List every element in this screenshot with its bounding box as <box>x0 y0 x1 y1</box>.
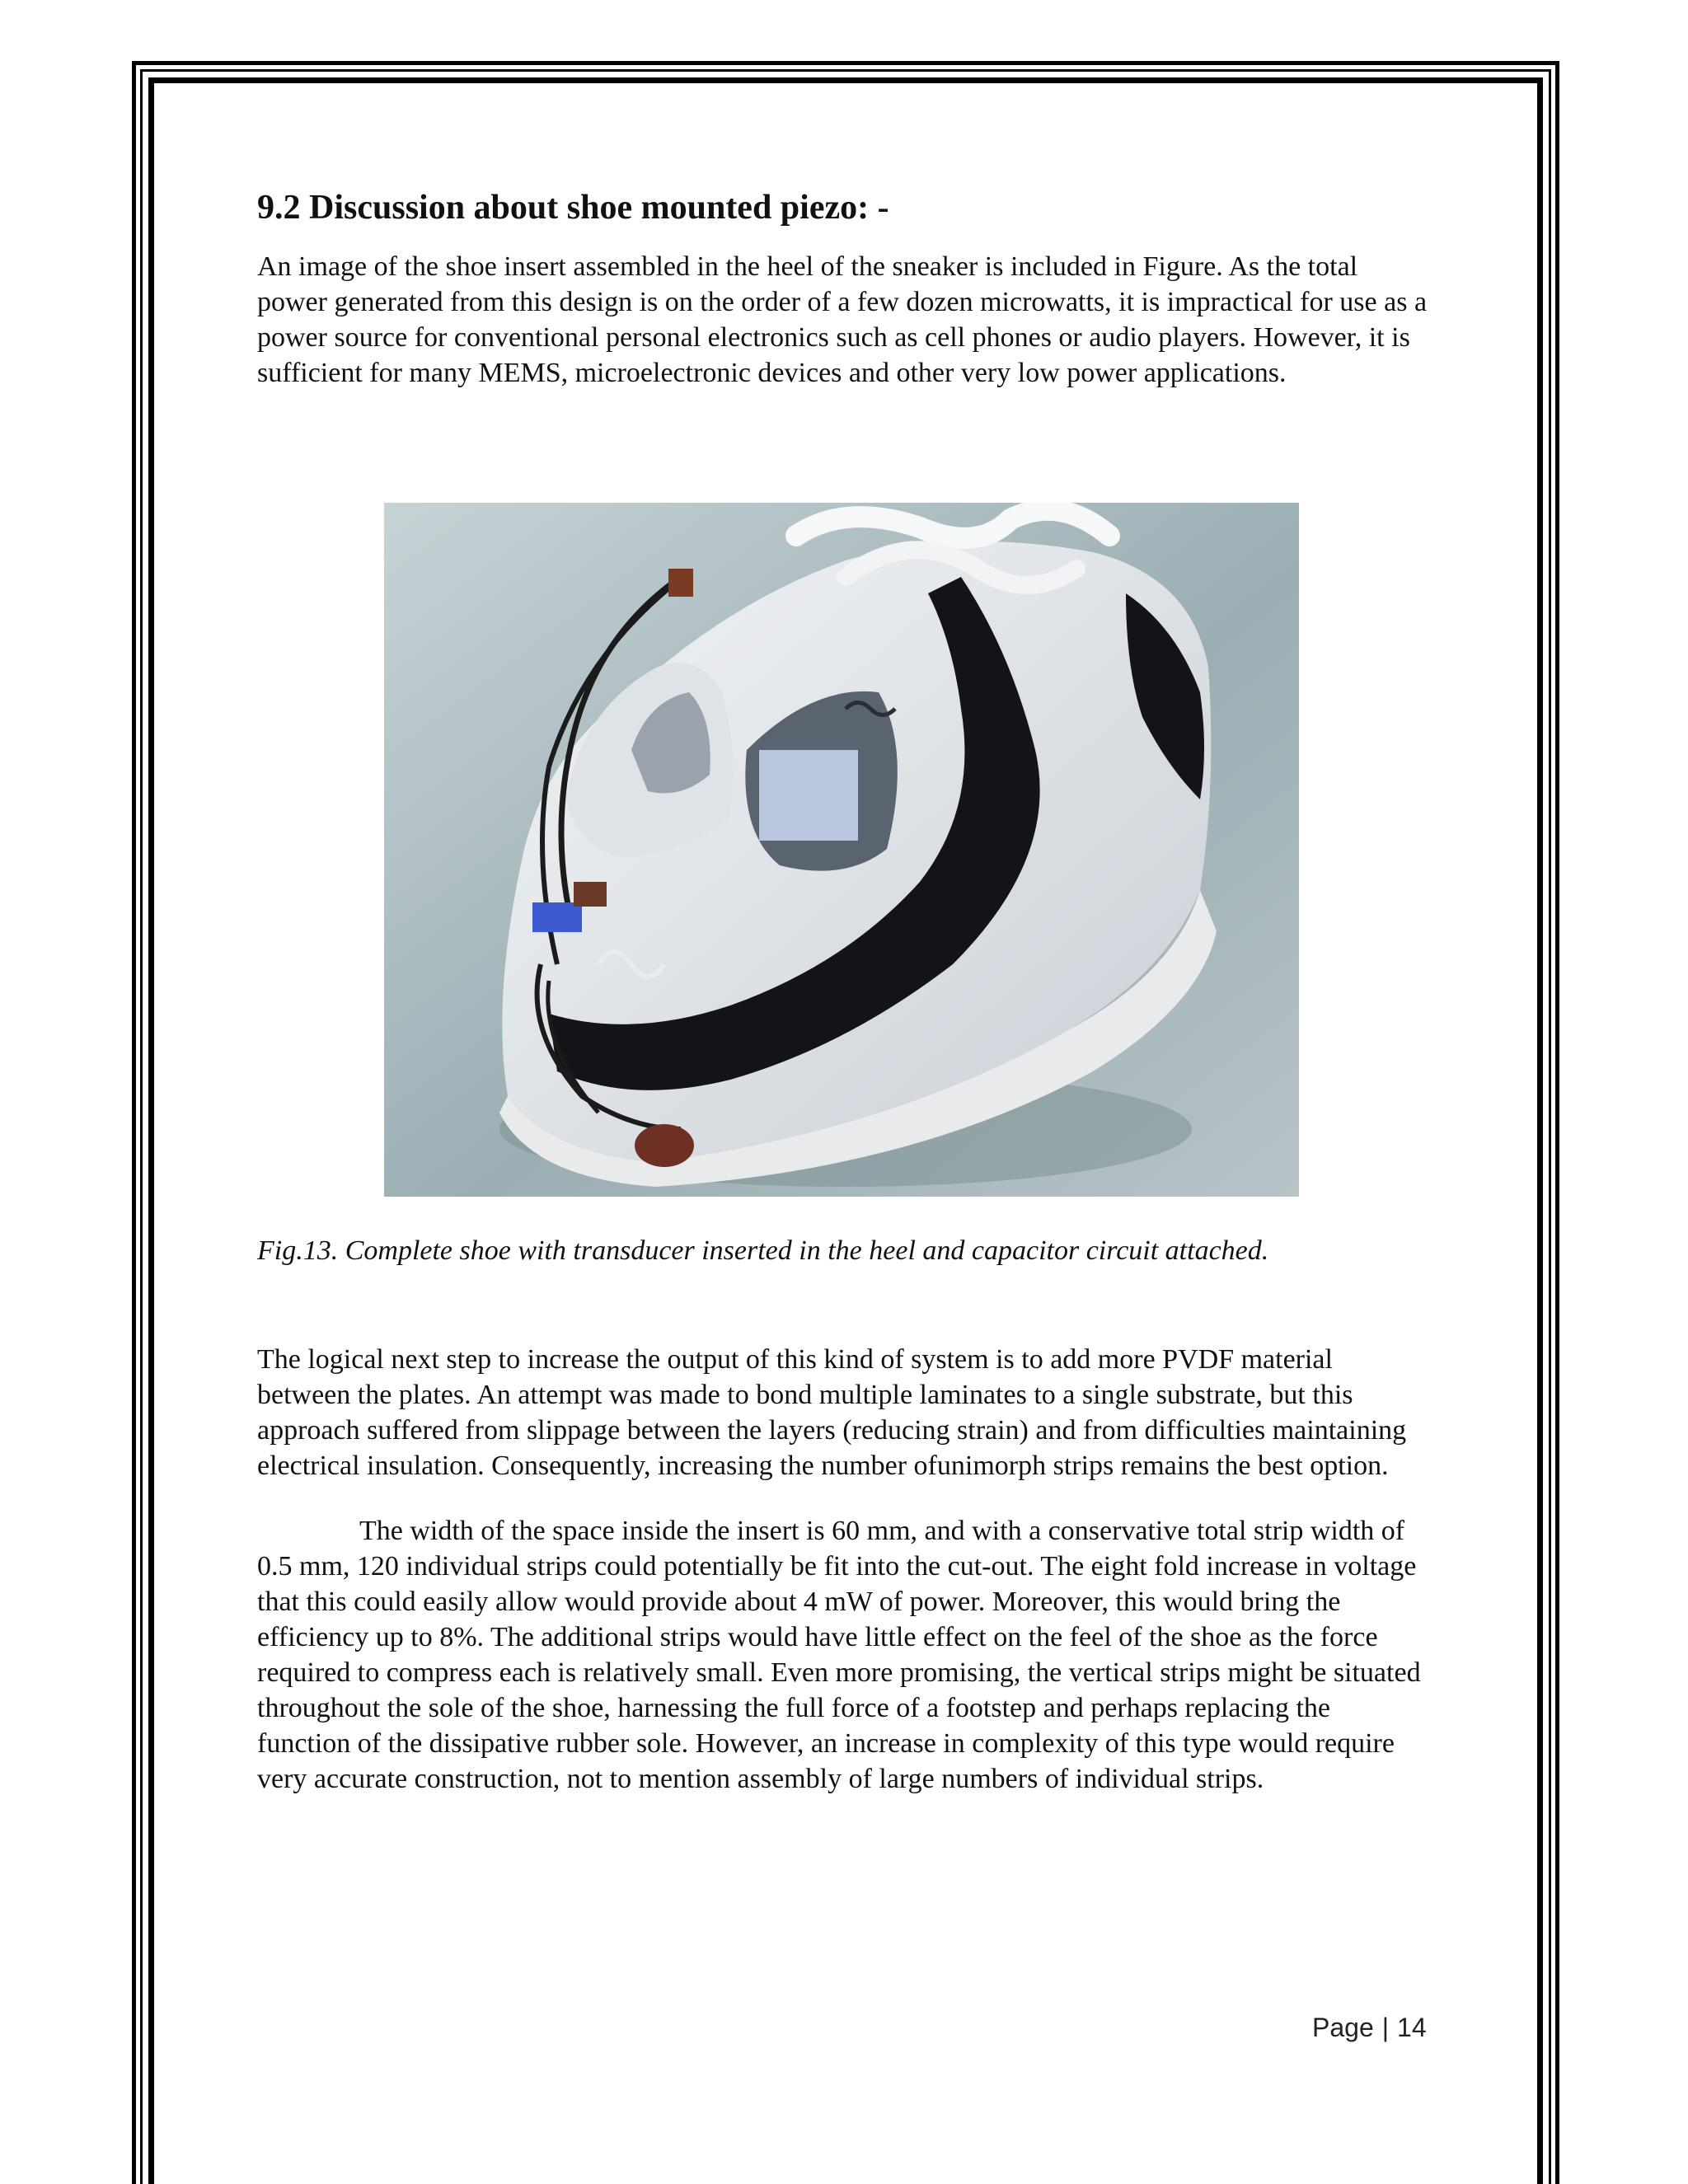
intro-paragraph: An image of the shoe insert assembled in the heel of the sneaker is included in Figure. As the total power generated from this design is on the order of a few dozen microwatts, it is impractical for use as a power source for conventional personal electronics such as cell phones or audio players. However, it is sufficient for many MEMS, microelectronic devices and other very low power applications. <box>257 251 1428 388</box>
section-top <box>257 186 1428 391</box>
section-heading: 9.2 Discussion about shoe mounted piezo: - <box>257 189 889 227</box>
figure-caption: Fig.13. Complete shoe with transducer inserted in the heel and capacitor circuit attached. <box>257 1235 1269 1266</box>
shoe-photo-illustration <box>384 503 1299 1197</box>
body-paragraph-1: The logical next step to increase the output of this kind of system is to add more PVDF material between the plates. An attempt was made to bond multiple laminates to a single substrate, but this approach suffered from slippage between the layers (reducing strain) and from difficulties maintaining electrical insulation. Consequently, increasing the number ofunimorph strips remains the best option. <box>257 1344 1407 1481</box>
page-footer <box>1312 2013 1427 2043</box>
page-number: 14 <box>1397 2013 1427 2042</box>
shoe-photo <box>384 503 1299 1197</box>
section-body <box>257 1342 1428 1797</box>
page-separator: | <box>1381 2013 1390 2042</box>
page-label: Page <box>1312 2013 1374 2042</box>
body-paragraph-2: The width of the space inside the insert is 60 mm, and with a conservative total strip width of 0.5 mm, 120 individual strips could potentially be fit into the cut-out. The eight fold increase in voltage that this could easily allow would provide about 4 mW of power. Moreover, this would bring the efficiency up to 8%. The additional strips would have little effect on the feel of the shoe as the force required to compress each is relatively small. Even more promising, the vertical strips might be situated throughout the sole of the shoe, harnessing the full force of a footstep and perhaps replacing the function of the dissipative rubber sole. However, an increase in complexity of this type would require very accurate construction, not to mention assembly of large numbers of individual strips. <box>257 1516 1421 1794</box>
